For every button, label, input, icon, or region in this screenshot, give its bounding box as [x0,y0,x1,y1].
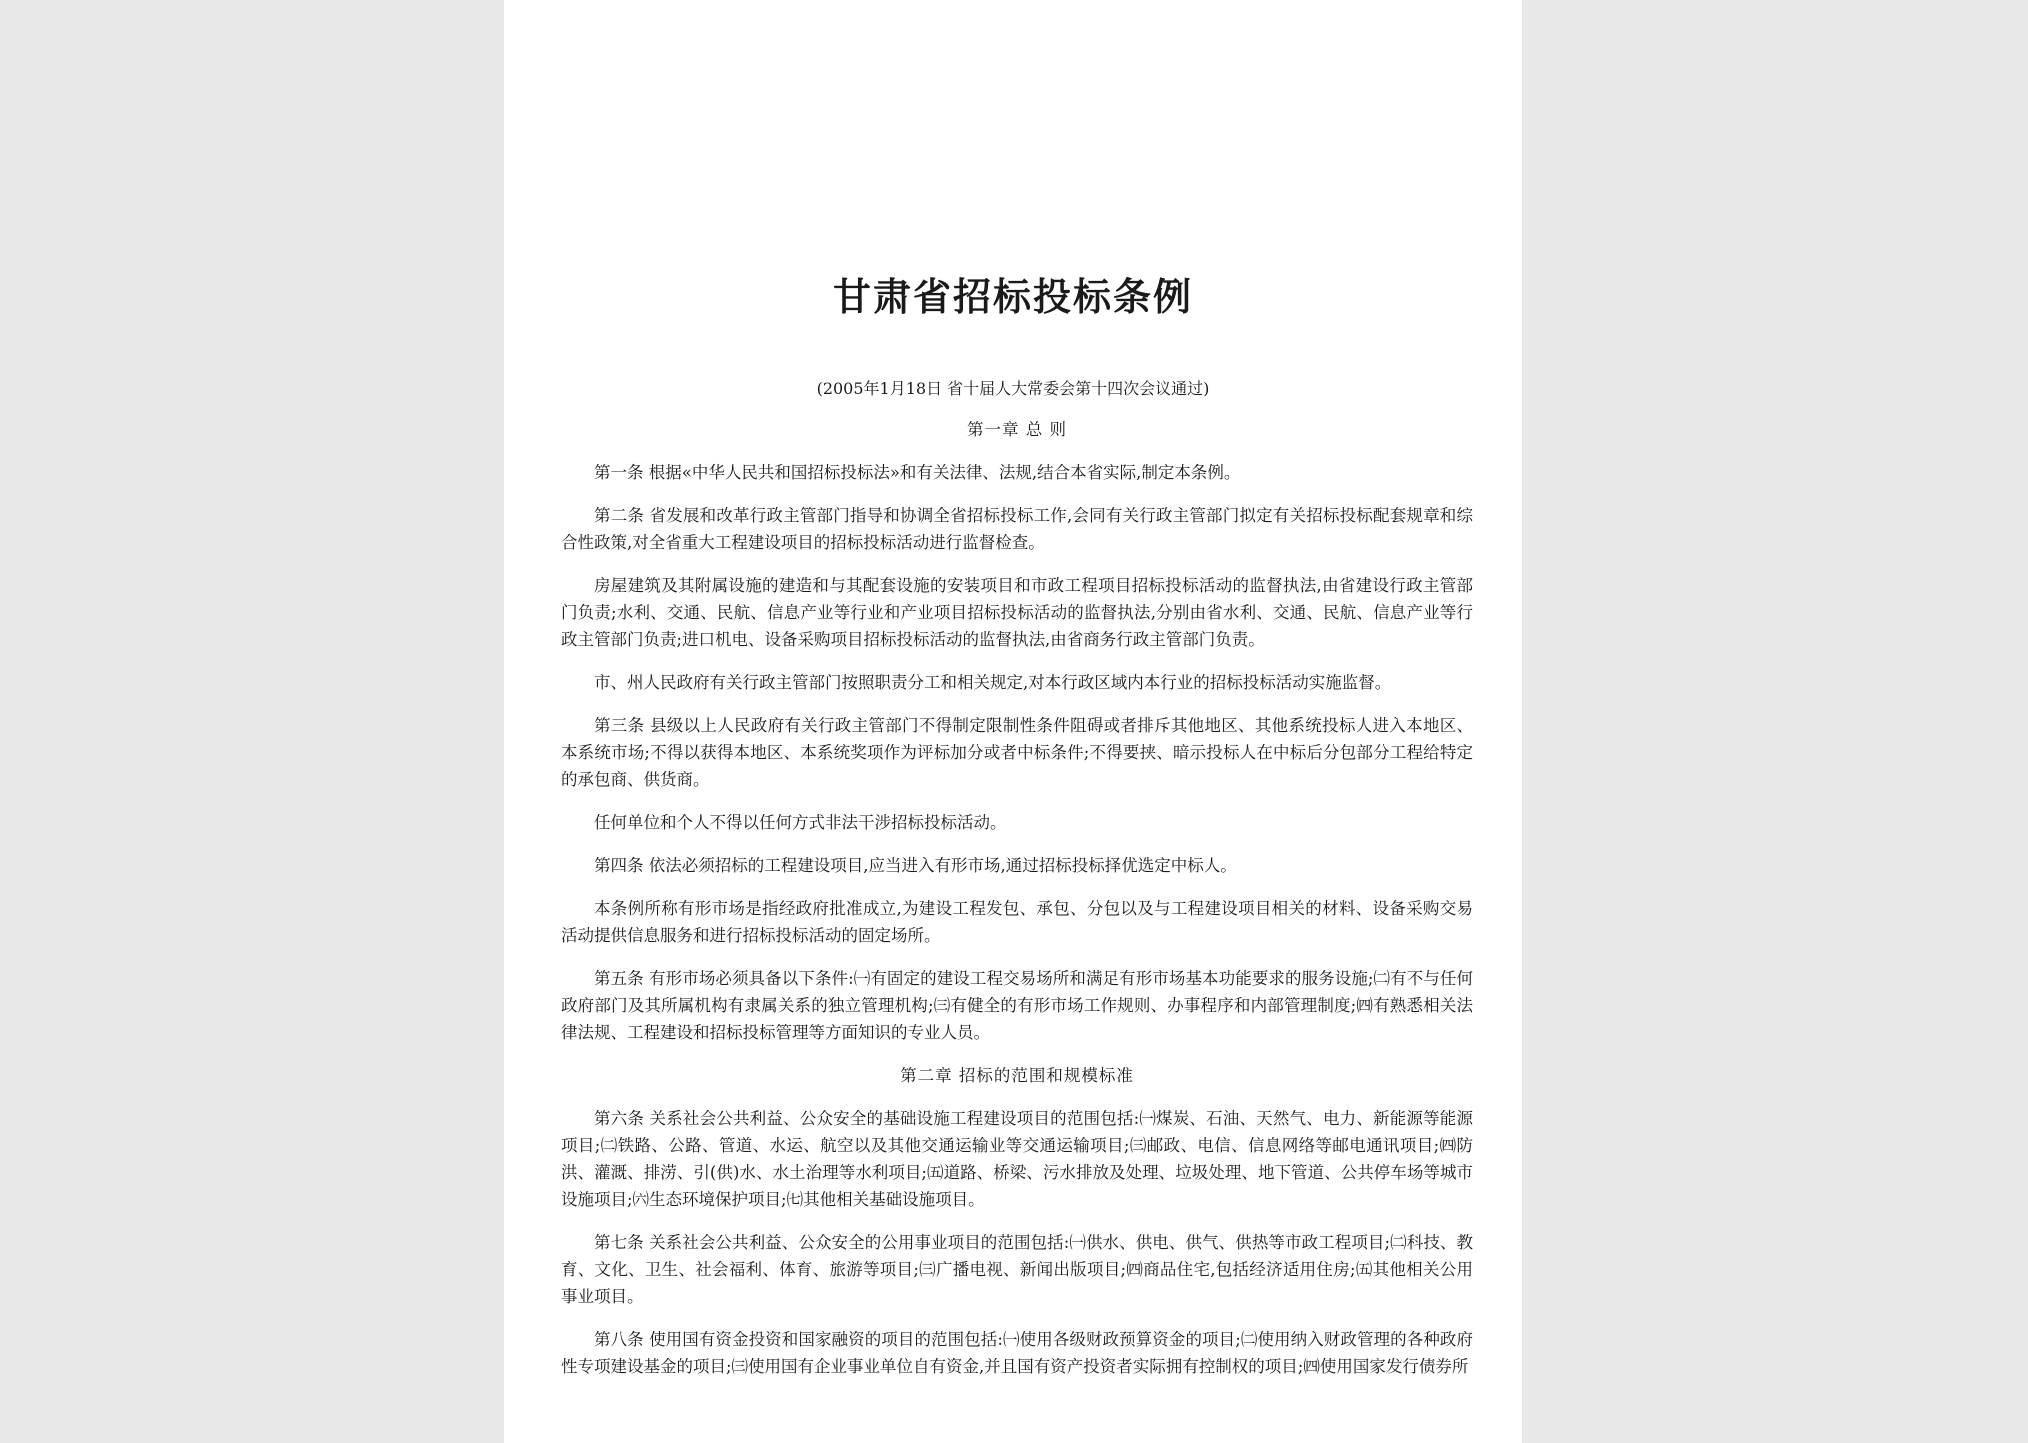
paragraph: 任何单位和个人不得以任何方式非法干涉招标投标活动。 [594,813,1007,832]
document-title: 甘肃省招标投标条例 [832,274,1193,319]
document-page [504,0,1522,1443]
chapter-heading: 第二章 招标的范围和规模标准 [900,1066,1134,1085]
paragraph: 第二条 省发展和改革行政主管部门指导和协调全省招标投标工作,会同有关行政主管部门拟定有关招标投标配套规章和综合性政策,对全省重大工程建设项目的招标投标活动进行监督检查。 [561,506,1473,552]
document-subtitle: (2005年1月18日 省十届人大常委会第十四次会议通过) [816,379,1210,398]
paragraph: 本条例所称有形市场是指经政府批准成立,为建设工程发包、承包、分包以及与工程建设项目相关的材料、设备采购交易活动提供信息服务和进行招标投标活动的固定场所。 [561,899,1473,945]
paragraph: 第七条 关系社会公共利益、公众安全的公用事业项目的范围包括:㈠供水、供电、供气、供热等市政工程项目;㈡科技、教育、文化、卫生、社会福利、体育、旅游等项目;㈢广播电视、新闻出版项目;㈣商品住宅,包括经济适用住房;㈤其他相关公用事业项目。 [561,1233,1473,1306]
paragraph: 第四条 依法必须招标的工程建设项目,应当进入有形市场,通过招标投标择优选定中标人。 [594,856,1237,875]
paragraph: 第一条 根据«中华人民共和国招标投标法»和有关法律、法规,结合本省实际,制定本条例。 [594,463,1241,482]
paragraph: 第五条 有形市场必须具备以下条件:㈠有固定的建设工程交易场所和满足有形市场基本功能要求的服务设施;㈡有不与任何政府部门及其所属机构有隶属关系的独立管理机构;㈢有健全的有形市场工作规则、办事程序和内部管理制度;㈣有熟悉相关法律法规、工程建设和招标投标管理等方面知识的专业人员。 [561,969,1473,1042]
paragraph: 第六条 关系社会公共利益、公众安全的基础设施工程建设项目的范围包括:㈠煤炭、石油、天然气、电力、新能源等能源项目;㈡铁路、公路、管道、水运、航空以及其他交通运输业等交通运输项目;㈢邮政、电信、信息网络等邮电通讯项目;㈣防洪、灌溉、排涝、引(供)水、水土治理等水利项目;㈤道路、桥梁、污水排放及处理、垃圾处理、地下管道、公共停车场等城市设施项目;㈥生态环境保护项目;㈦其他相关基础设施项目。 [561,1109,1473,1209]
chapter-heading: 第一章 总 则 [967,420,1067,439]
paragraph: 第八条 使用国有资金投资和国家融资的项目的范围包括:㈠使用各级财政预算资金的项目;㈡使用纳入财政管理的各种政府性专项建设基金的项目;㈢使用国有企业事业单位自有资金,并且国有资产投资者实际拥有控制权的项目;㈣使用国家发行债券所 [561,1330,1473,1376]
document-body [561,416,1473,1396]
paragraph: 房屋建筑及其附属设施的建造和与其配套设施的安装项目和市政工程项目招标投标活动的监督执法,由省建设行政主管部门负责;水利、交通、民航、信息产业等行业和产业项目招标投标活动的监督执法,分别由省水利、交通、民航、信息产业等行政主管部门负责;进口机电、设备采购项目招标投标活动的监督执法,由省商务行政主管部门负责。 [561,576,1473,649]
paragraph: 第三条 县级以上人民政府有关行政主管部门不得制定限制性条件阻碍或者排斥其他地区、其他系统投标人进入本地区、本系统市场;不得以获得本地区、本系统奖项作为评标加分或者中标条件;不得要挟、暗示投标人在中标后分包部分工程给特定的承包商、供货商。 [561,716,1473,789]
paragraph: 市、州人民政府有关行政主管部门按照职责分工和相关规定,对本行政区域内本行业的招标投标活动实施监督。 [594,673,1392,692]
